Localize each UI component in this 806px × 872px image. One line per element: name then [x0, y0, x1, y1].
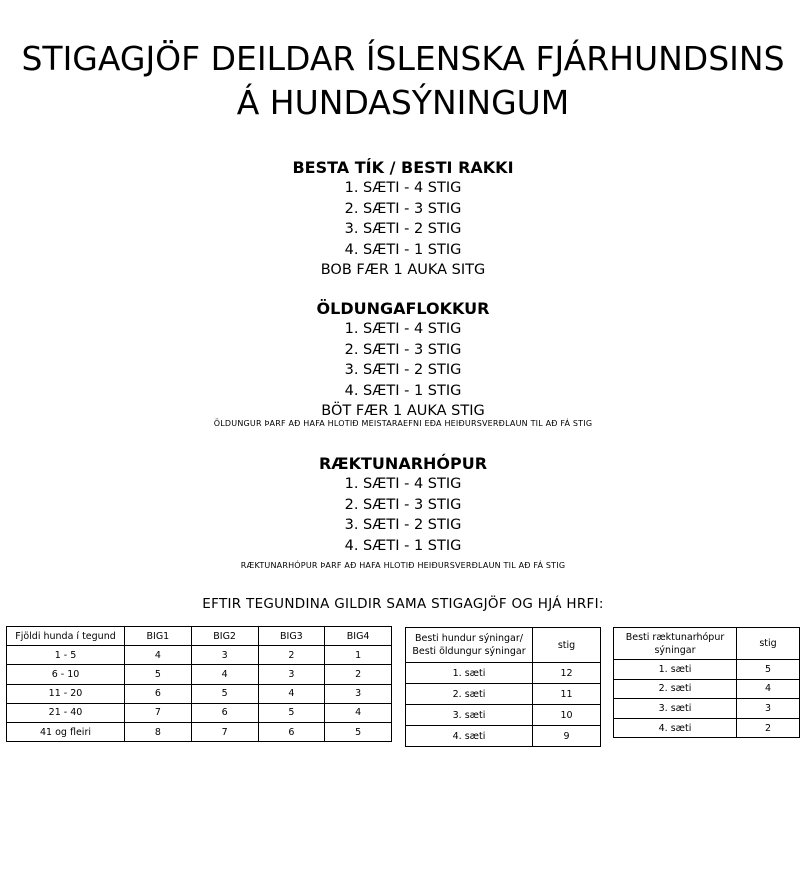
table-cell: 1. sæti — [406, 663, 533, 684]
header-text: sýningar — [654, 644, 696, 656]
table-row — [7, 646, 392, 665]
table-header-cell: BIG3 — [258, 627, 325, 646]
table-cell: 1 - 5 — [7, 646, 125, 665]
section-line: 1. SÆTI - 4 STIG — [344, 180, 462, 196]
table-cell: 2 — [325, 665, 392, 684]
table-cell: 2 — [258, 646, 325, 665]
table-cell: 9 — [533, 726, 601, 747]
table-cell: 3 — [737, 699, 800, 719]
section-line: 1. SÆTI - 4 STIG — [344, 321, 462, 337]
table-cell: 2. sæti — [614, 679, 737, 699]
table-row — [7, 665, 392, 684]
table-cell: 5 — [258, 703, 325, 722]
section-line: 3. SÆTI - 2 STIG — [344, 517, 462, 534]
table-cell: 4 — [191, 665, 258, 684]
section-line: 2. SÆTI - 3 STIG — [344, 200, 462, 217]
page-title-line1: STIGAGJÖF DEILDAR ÍSLENSKA FJÁRHUNDSINS — [21, 39, 785, 78]
table-header-row — [406, 628, 601, 663]
table-cell: 6 — [191, 703, 258, 722]
table-row — [7, 684, 392, 703]
section-line: 2. SÆTI - 3 STIG — [344, 341, 462, 358]
table-cell: 21 - 40 — [7, 703, 125, 722]
table-row — [614, 660, 800, 680]
table-cell: 3 — [191, 646, 258, 665]
table-cell: 4 — [125, 646, 192, 665]
table-row — [406, 663, 601, 684]
table-cell: 8 — [125, 722, 192, 741]
table-cell: 4 — [325, 703, 392, 722]
header-text: Besti ræktunarhópur — [625, 631, 725, 643]
table-cell: 6 — [125, 684, 192, 703]
table-row — [614, 718, 800, 738]
table-row — [614, 699, 800, 719]
table-cell: 41 og fleiri — [7, 722, 125, 741]
table-header-cell — [406, 628, 533, 663]
section-line: 4. SÆTI - 1 STIG — [344, 241, 462, 258]
section-line: 4. SÆTI - 1 STIG — [344, 382, 462, 399]
table-cell: 5 — [125, 665, 192, 684]
section-besta-tik — [0, 158, 806, 281]
table-header-cell: stig — [533, 628, 601, 663]
table-cell: 3 — [258, 665, 325, 684]
section-heading: BESTA TÍK / BESTI RAKKI — [292, 158, 514, 177]
big-points-table — [6, 626, 392, 742]
table-cell: 2. sæti — [406, 684, 533, 705]
header-text: Besti hundur sýningar/ — [415, 633, 523, 644]
header-text: Besti öldungur sýningar — [412, 646, 526, 657]
table-cell: 1 — [325, 646, 392, 665]
table-cell: 6 — [258, 722, 325, 741]
section-raektunarhopur — [0, 454, 806, 556]
table-header-cell — [614, 628, 737, 660]
table-cell: 4 — [258, 684, 325, 703]
table-row — [406, 684, 601, 705]
table-header-cell: stig — [737, 628, 800, 660]
table-cell: 5 — [737, 660, 800, 680]
section-line: BOB FÆR 1 AUKA SITG — [320, 262, 486, 279]
table-cell: 4 — [737, 679, 800, 699]
table-cell: 11 — [533, 684, 601, 705]
table-cell: 12 — [533, 663, 601, 684]
section-note-oldungur: ÖLDUNGUR ÞARF AÐ HAFA HLOTIÐ MEISTARAEFNI EÐA HEIÐURSVERÐLAUN TIL AÐ FÁ STIG — [213, 419, 593, 428]
table-cell: 5 — [325, 722, 392, 741]
table-row — [7, 722, 392, 741]
section-oldungaflokkur — [0, 299, 806, 422]
table-header-cell: BIG1 — [125, 627, 192, 646]
table-cell: 4. sæti — [614, 718, 737, 738]
table-cell: 11 - 20 — [7, 684, 125, 703]
table-header-cell: BIG2 — [191, 627, 258, 646]
section-heading: ÖLDUNGAFLOKKUR — [316, 299, 490, 318]
besti-hundur-table — [405, 627, 601, 747]
table-cell: 10 — [533, 705, 601, 726]
page-title-line2: Á HUNDASÝNINGUM — [236, 83, 570, 122]
table-header-cell: Fjöldi hunda í tegund — [7, 627, 125, 646]
table-row — [406, 705, 601, 726]
eftir-tegundina-text: EFTIR TEGUNDINA GILDIR SAMA STIGAGJÖF OG HJÁ HRFI: — [202, 596, 604, 612]
table-cell: 3 — [325, 684, 392, 703]
table-cell: 5 — [191, 684, 258, 703]
table-header-row — [614, 628, 800, 660]
table-cell: 6 - 10 — [7, 665, 125, 684]
table-row — [614, 679, 800, 699]
table-cell: 3. sæti — [406, 705, 533, 726]
table-row — [406, 726, 601, 747]
table-cell: 4. sæti — [406, 726, 533, 747]
table-cell: 3. sæti — [614, 699, 737, 719]
table-cell: 2 — [737, 718, 800, 738]
section-line: 3. SÆTI - 2 STIG — [344, 362, 462, 379]
section-line: BÖT FÆR 1 AUKA STIG — [321, 403, 485, 420]
section-line: 4. SÆTI - 1 STIG — [344, 537, 462, 554]
table-header-cell: BIG4 — [325, 627, 392, 646]
besti-raektunarhopur-table — [613, 627, 800, 738]
section-line: 1. SÆTI - 4 STIG — [344, 476, 462, 492]
section-line: 2. SÆTI - 3 STIG — [344, 496, 462, 513]
table-cell: 7 — [191, 722, 258, 741]
table-cell: 1. sæti — [614, 660, 737, 680]
table-header-row — [7, 627, 392, 646]
section-line: 3. SÆTI - 2 STIG — [344, 221, 462, 238]
section-note-raektun: RÆKTUNARHÓPUR ÞARF AÐ HAFA HLOTIÐ HEIÐURSVERÐLAUN TIL AÐ FÁ STIG — [240, 561, 566, 570]
table-row — [7, 703, 392, 722]
section-heading: RÆKTUNARHÓPUR — [318, 454, 488, 473]
table-cell: 7 — [125, 703, 192, 722]
